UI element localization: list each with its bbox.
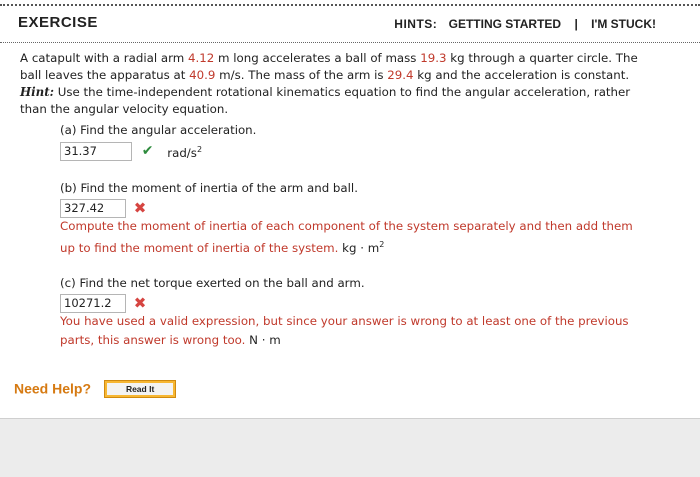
unit-exponent: 2 <box>379 240 385 249</box>
unit-text: kg · m <box>342 240 380 255</box>
arm-length-value: 4.12 <box>187 51 215 65</box>
hint-label: Hint: <box>20 85 55 99</box>
unit-text: rad/s <box>167 145 197 160</box>
part-b-feedback <box>60 217 650 258</box>
part-b-feedback-text: Compute the moment of inertia of each component of the system separately and then add them up to find the moment of inertia of the system. <box>60 219 633 255</box>
exercise-header <box>6 14 696 40</box>
unit-exponent: 2 <box>196 145 203 154</box>
part-a-answer-input[interactable]: 31.37 <box>60 142 132 161</box>
hints-separator: | <box>574 17 578 31</box>
part-b-unit <box>342 241 384 255</box>
need-help-row <box>14 378 176 398</box>
speed-value: 40.9 <box>189 68 216 82</box>
part-a-unit <box>167 146 202 160</box>
problem-text: A catapult with a radial arm <box>20 51 188 65</box>
hint-text: Use the time-independent rotational kinematics equation to find the angular acceleration, rather than the angular velocity equation. <box>20 85 631 116</box>
part-a <box>60 122 650 161</box>
header-dotted-rule <box>0 42 700 43</box>
problem-text: kg through a quarter circle. The ball leaves the apparatus at <box>20 51 638 82</box>
part-c-question: (c) Find the net torque exerted on the ball and arm. <box>60 276 365 290</box>
footer-area <box>0 419 700 477</box>
part-c-feedback-text: You have used a valid expression, but since your answer is wrong to at least one of the previous parts, this answer is wrong too. <box>60 314 629 347</box>
getting-started-link[interactable]: GETTING STARTED <box>448 17 562 31</box>
part-b-answer-input[interactable]: 327.42 <box>60 199 126 218</box>
problem-text: m/s. The mass of the arm is <box>215 68 388 82</box>
part-b-answer-row <box>60 199 650 217</box>
im-stuck-link[interactable]: I'M STUCK! <box>591 17 656 31</box>
read-it-button[interactable]: Read It <box>104 380 176 398</box>
part-a-question: (a) Find the angular acceleration. <box>60 123 257 137</box>
part-b-question: (b) Find the moment of inertia of the arm and ball. <box>60 181 358 195</box>
exercise-title: EXERCISE <box>18 14 98 31</box>
ball-mass-value: 19.3 <box>420 51 447 65</box>
cross-mark-icon: ✖ <box>133 294 147 312</box>
problem-statement <box>20 50 660 118</box>
part-c-feedback <box>60 312 650 350</box>
hints-label: HINTS: <box>394 17 438 31</box>
hints-bar <box>394 17 656 31</box>
part-c-unit: N · m <box>249 333 281 347</box>
cross-mark-icon: ✖ <box>133 199 147 217</box>
problem-text: m long accelerates a ball of mass <box>214 51 421 65</box>
problem-text: kg and the acceleration is constant. <box>413 68 630 82</box>
checkmark-icon: ✔ <box>141 142 154 159</box>
part-c-answer-row <box>60 294 650 312</box>
arm-mass-value: 29.4 <box>387 68 414 82</box>
need-help-label: Need Help? <box>14 380 92 397</box>
part-a-answer-row <box>60 141 650 161</box>
part-b <box>60 180 650 258</box>
top-dotted-rule <box>0 4 700 6</box>
part-c-answer-input[interactable]: 10271.2 <box>60 294 126 313</box>
part-c <box>60 275 650 350</box>
